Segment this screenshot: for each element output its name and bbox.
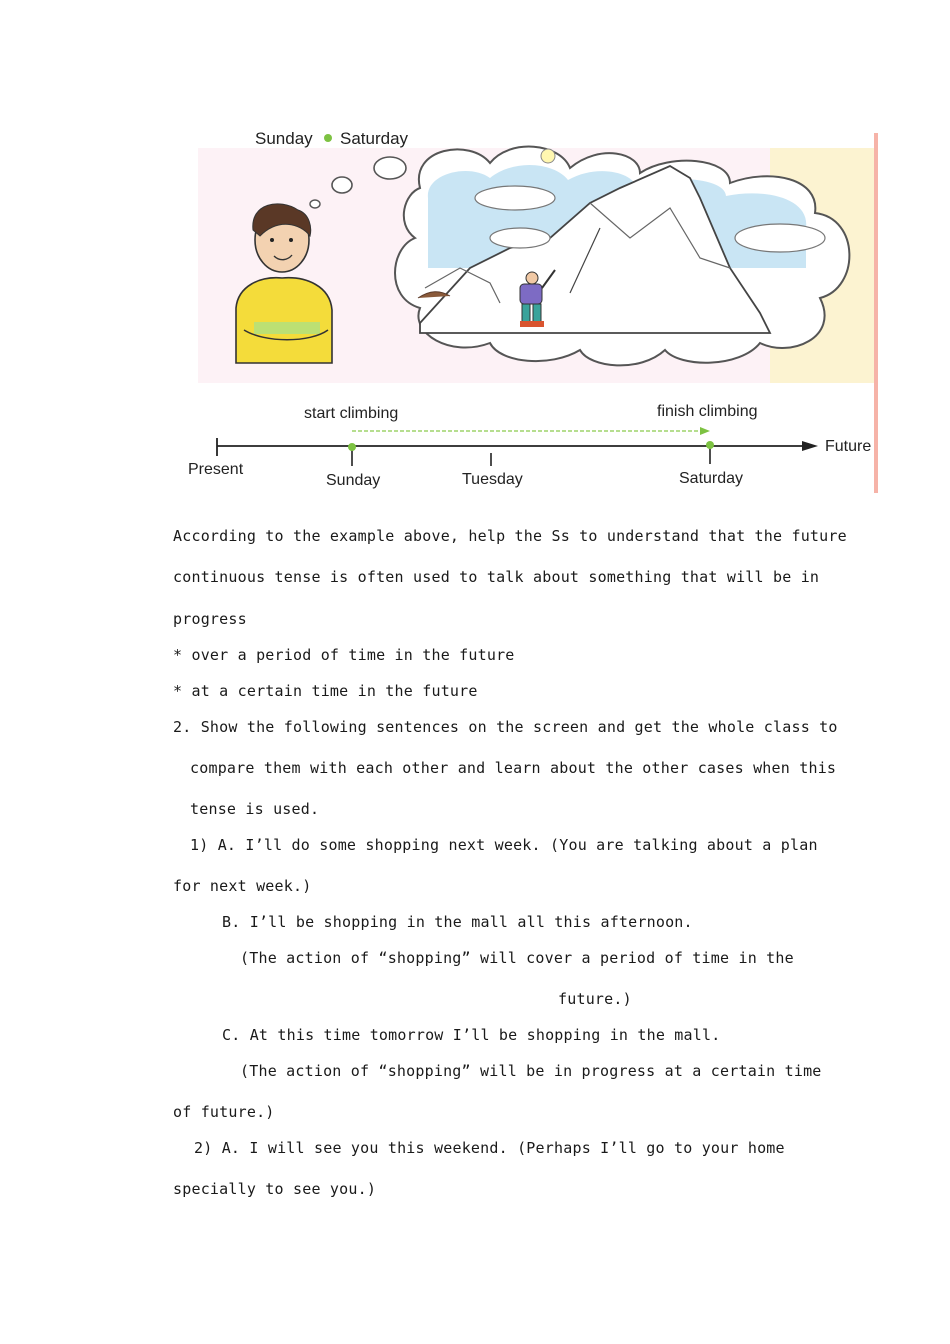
illustration-figure bbox=[170, 118, 878, 498]
present-label: Present bbox=[188, 461, 244, 478]
example-1a-line-1: 1) A. I’ll do some shopping next week. (You are talking about a plan bbox=[190, 836, 818, 854]
example-1b: B. I’ll be shopping in the mall all this afternoon. bbox=[222, 913, 693, 931]
example-1c-note-1: (The action of “shopping” will be in progress at a certain time bbox=[240, 1062, 822, 1080]
point-2-line-1: 2. Show the following sentences on the screen and get the whole class to bbox=[173, 718, 838, 736]
example-1c-note-2: of future.) bbox=[173, 1103, 275, 1121]
thought-bubble-small bbox=[310, 200, 320, 208]
timeline bbox=[188, 403, 871, 489]
bullet-period-of-time: * over a period of time in the future bbox=[173, 646, 515, 664]
future-label: Future bbox=[825, 438, 872, 455]
intro-line-1: According to the example above, help the Ss to understand that the future bbox=[173, 527, 847, 545]
example-1b-note-2: future.) bbox=[558, 990, 632, 1008]
bullet-certain-time: * at a certain time in the future bbox=[173, 682, 478, 700]
tick-label-sunday: Sunday bbox=[326, 472, 381, 489]
thought-bubble-medium bbox=[332, 177, 352, 193]
progress-arrowhead-icon bbox=[700, 427, 710, 435]
thought-label-right: Saturday bbox=[340, 129, 409, 148]
example-1a-line-2: for next week.) bbox=[173, 877, 312, 895]
start-climbing-label: start climbing bbox=[304, 405, 399, 422]
thought-label-left: Sunday bbox=[255, 129, 313, 148]
thought-bubble-large bbox=[374, 157, 406, 179]
tick-label-saturday: Saturday bbox=[679, 470, 744, 487]
example-2a-line-2: specially to see you.) bbox=[173, 1180, 377, 1198]
intro-line-3: progress bbox=[173, 610, 247, 628]
point-2-line-2: compare them with each other and learn about the other cases when this bbox=[190, 759, 837, 777]
example-1b-note-1: (The action of “shopping” will cover a period of time in the bbox=[240, 949, 794, 967]
example-1c: C. At this time tomorrow I’ll be shopping in the mall. bbox=[222, 1026, 721, 1044]
arrow-dot-icon bbox=[324, 134, 332, 142]
point-2-line-3: tense is used. bbox=[190, 800, 320, 818]
finish-point-dot bbox=[706, 441, 714, 449]
tick-label-tuesday: Tuesday bbox=[462, 471, 523, 488]
finish-climbing-label: finish climbing bbox=[657, 403, 758, 420]
timeline-arrowhead-icon bbox=[802, 441, 818, 451]
intro-line-2: continuous tense is often used to talk about something that will be in bbox=[173, 568, 820, 586]
example-2a-line-1: 2) A. I will see you this weekend. (Perhaps I’ll go to your home bbox=[194, 1139, 785, 1157]
start-point-dot bbox=[348, 443, 356, 451]
edge-stripe bbox=[874, 133, 878, 493]
sun-icon bbox=[541, 149, 555, 163]
